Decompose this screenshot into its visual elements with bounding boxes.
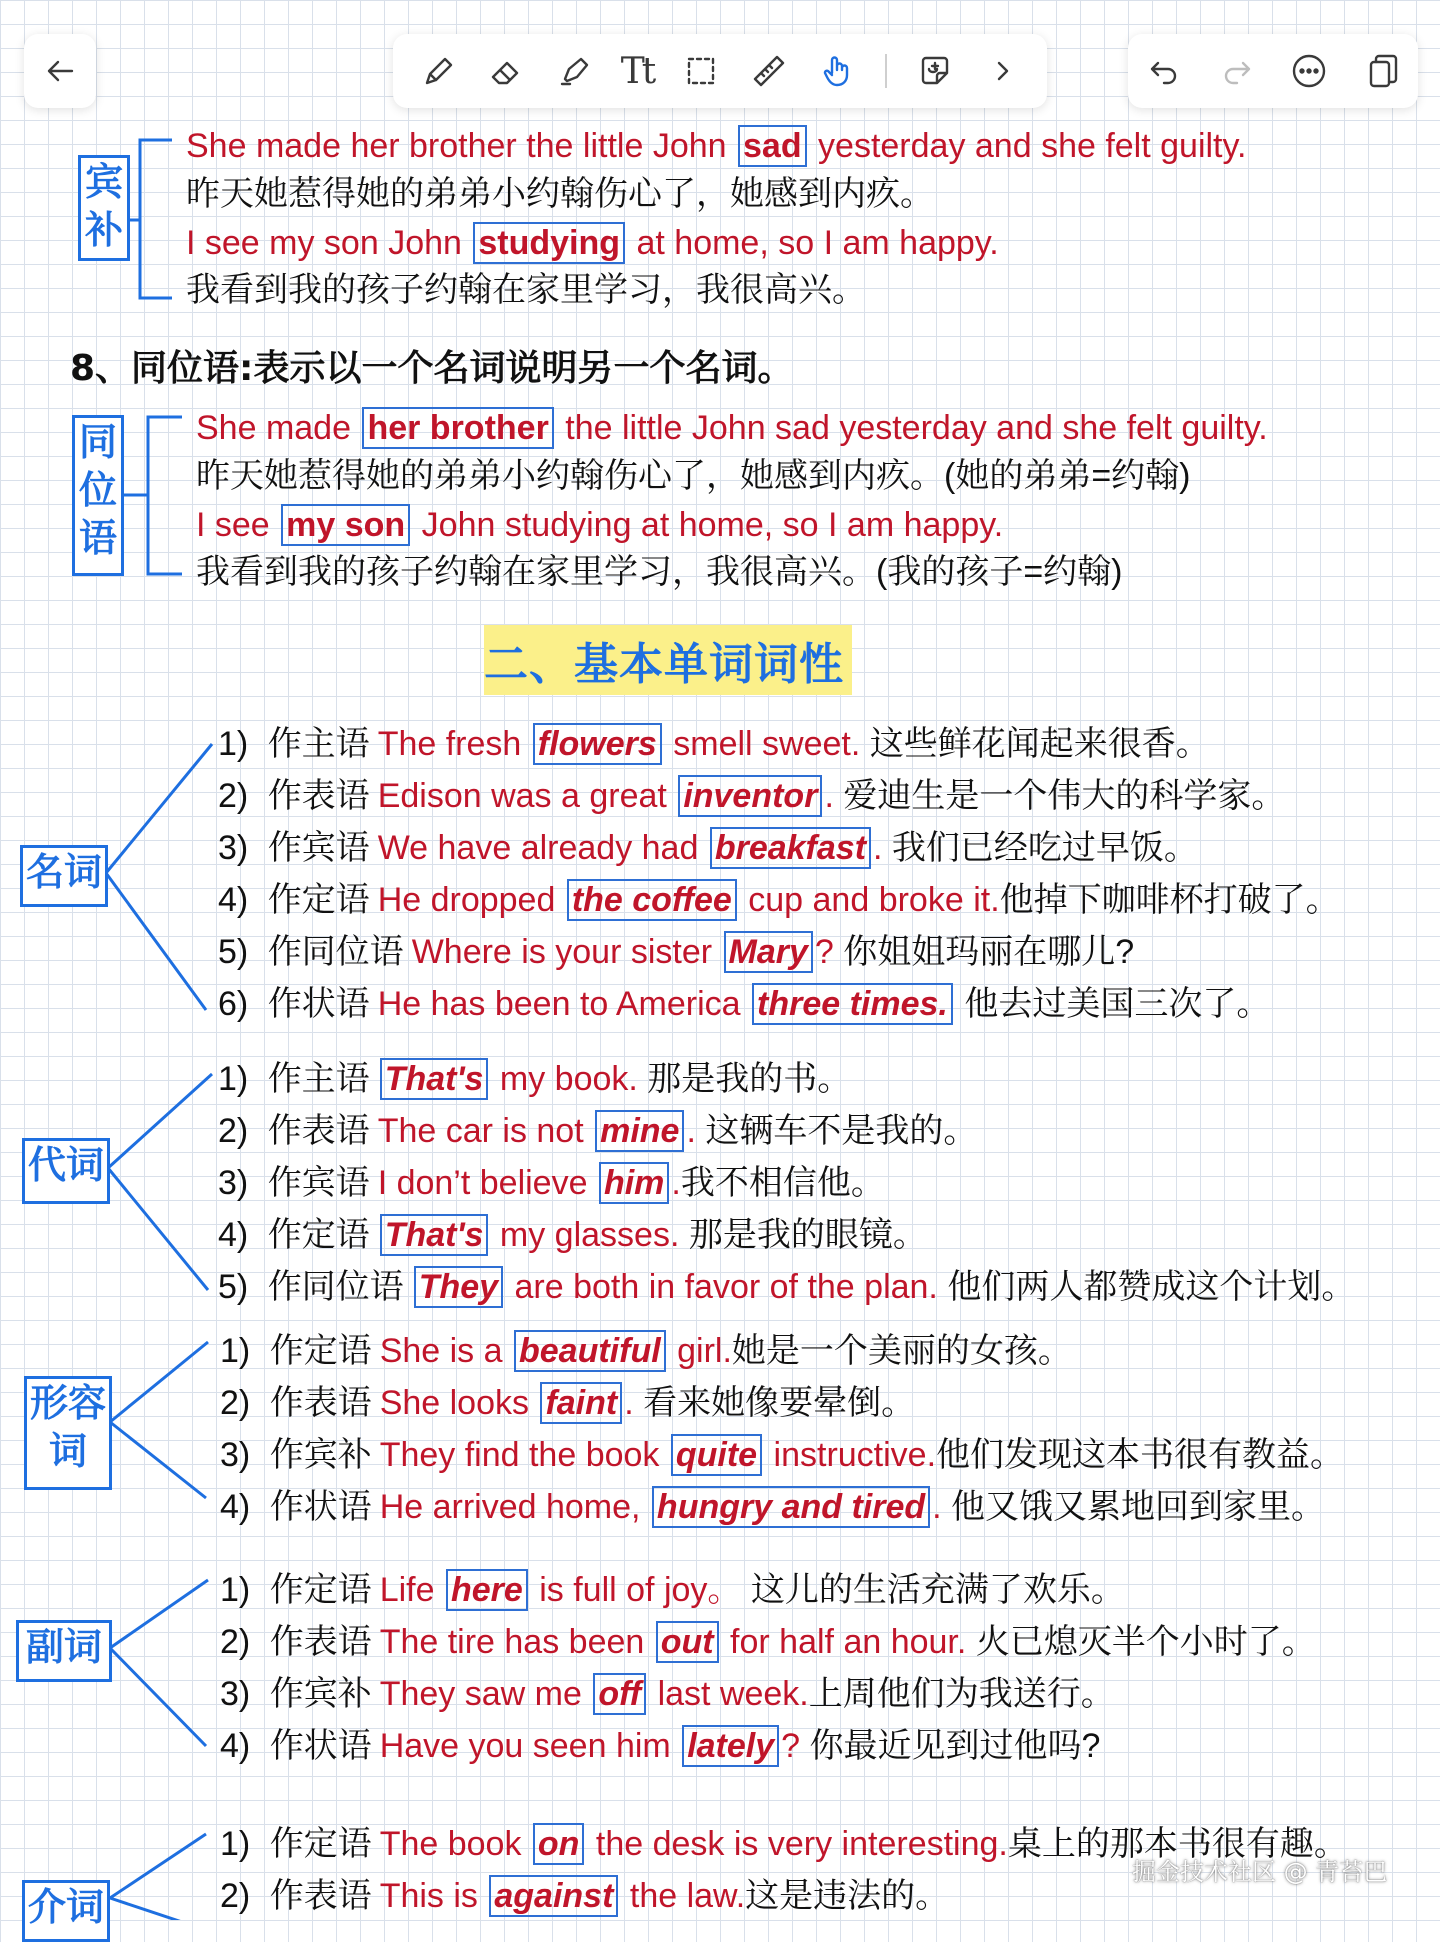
- example-text: He dropped: [377, 881, 565, 919]
- grammar-role: 作宾补: [269, 1436, 372, 1474]
- example-text: Have you seen him: [379, 1727, 681, 1765]
- label-text: 副词: [25, 1625, 102, 1669]
- pages-icon[interactable]: [1362, 51, 1402, 91]
- item-number: 1): [218, 1060, 249, 1098]
- boxed-word: three times.: [752, 983, 953, 1025]
- example-text: The car is not: [377, 1112, 594, 1150]
- example-text: .: [932, 1488, 942, 1526]
- word-usage-row: [218, 1057, 851, 1101]
- translation-line: 昨天她惹得她的弟弟小约翰伤心了，她感到内疚。(她的弟弟=约翰): [196, 457, 1191, 495]
- eraser-icon[interactable]: [485, 51, 525, 91]
- boxed-word: mine: [595, 1110, 684, 1152]
- translation-text: 他们发现这本书很有教益。: [936, 1436, 1345, 1474]
- grammar-role: 作定语: [267, 881, 370, 919]
- translation-text: 他去过美国三次了。: [954, 985, 1271, 1023]
- example-text: the desk is very interesting.: [586, 1825, 1008, 1863]
- example-line: [196, 406, 1268, 450]
- label-text: 介词: [27, 1885, 104, 1929]
- label-pronoun: [22, 1138, 110, 1204]
- boxed-word: They: [414, 1266, 503, 1308]
- grammar-role: 作表语: [267, 1112, 370, 1150]
- label-text: 名词: [25, 850, 102, 894]
- boxed-word: out: [656, 1621, 719, 1663]
- item-number: 3): [218, 1164, 249, 1202]
- highlighter-icon[interactable]: [553, 51, 593, 91]
- item-number: 1): [218, 725, 249, 763]
- item-number: 2): [218, 1112, 249, 1150]
- label-adverb: [16, 1620, 112, 1682]
- grammar-role: 作表语: [269, 1623, 372, 1661]
- example-text: She is a: [379, 1332, 512, 1370]
- item-number: 3): [220, 1675, 251, 1713]
- translation-text: 这儿的生活充满了欢乐。: [741, 1571, 1125, 1609]
- toolbar-divider: [885, 54, 887, 88]
- translation-text: 她是一个美丽的女孩。: [731, 1332, 1072, 1370]
- word-usage-row: [218, 982, 1270, 1026]
- example-text: .: [624, 1384, 634, 1422]
- example-text: last week.: [648, 1675, 809, 1713]
- grammar-role: 作宾语: [267, 829, 370, 867]
- item-number: 3): [220, 1436, 251, 1474]
- boxed-word: him: [599, 1162, 669, 1204]
- grammar-role: 作主语: [267, 725, 370, 763]
- grammar-role: 作宾补: [269, 1675, 372, 1713]
- example-text: my book.: [490, 1060, 638, 1098]
- word-usage-row: [218, 1161, 885, 1205]
- item-number: 1): [220, 1332, 251, 1370]
- boxed-word: beautiful: [514, 1330, 666, 1372]
- translation-text: 我们已经吃过早饭。: [882, 829, 1198, 867]
- word-usage-row: [220, 1672, 1115, 1716]
- label-text: 形容: [29, 1381, 106, 1425]
- translation-text: 这是违法的。: [745, 1877, 950, 1915]
- word-usage-row: [220, 1620, 1316, 1664]
- example-text: Life: [379, 1571, 444, 1609]
- undo-icon[interactable]: [1144, 51, 1184, 91]
- translation-line: 我看到我的孩子约翰在家里学习，我很高兴。: [186, 271, 866, 309]
- label-adjective: [24, 1376, 112, 1490]
- word-usage-row: [218, 878, 1340, 922]
- item-number: 5): [218, 933, 249, 971]
- word-usage-row: [220, 1485, 1325, 1529]
- grammar-role: 作表语: [267, 777, 370, 815]
- boxed-word: hungry and tired: [652, 1486, 930, 1528]
- item-number: 4): [218, 881, 249, 919]
- boxed-word: That's: [380, 1058, 489, 1100]
- watermark: 掘金技术社区 @ 青苔巴: [1132, 1858, 1388, 1886]
- label-object-complement: [78, 155, 130, 261]
- boxed-word: on: [533, 1823, 585, 1865]
- translation-text: 他掉下咖啡杯打破了。: [999, 881, 1340, 919]
- word-usage-row: [218, 1265, 1355, 1309]
- translation-line: 我看到我的孩子约翰在家里学习，我很高兴。(我的孩子=约翰): [196, 553, 1123, 591]
- boxed-word: breakfast: [710, 827, 871, 869]
- word-usage-row: [220, 1381, 915, 1425]
- example-text: are both in favor of the plan.: [505, 1268, 938, 1306]
- item-number: 4): [220, 1488, 251, 1526]
- example-text: .: [824, 777, 834, 815]
- word-usage-row: [218, 774, 1285, 818]
- translation-text: 那是我的书。: [637, 1060, 852, 1098]
- word-usage-row: [220, 1724, 1100, 1768]
- grammar-role: 作同位语: [267, 1268, 404, 1306]
- boxed-word: the coffee: [567, 879, 737, 921]
- translation-text: 爱迪生是一个伟大的科学家。: [833, 777, 1286, 815]
- translation-text: 桌上的那本书很有趣。: [1007, 1825, 1348, 1863]
- word-usage-row: [220, 1329, 1072, 1373]
- translation-text: 他们两人都赞成这个计划。: [937, 1268, 1356, 1306]
- label-char: 语: [78, 516, 117, 560]
- boxed-word: That's: [380, 1214, 489, 1256]
- example-text: is full of joy。: [529, 1571, 742, 1609]
- example-text: She made: [196, 409, 361, 447]
- section-title: 二、基本单词词性: [484, 639, 844, 690]
- example-text: Where is your sister: [411, 933, 722, 971]
- grammar-role: 作状语: [267, 985, 370, 1023]
- word-usage-row: [218, 826, 1198, 870]
- label-text: 词: [48, 1429, 87, 1473]
- example-text: He arrived home,: [379, 1488, 650, 1526]
- item-number: 4): [218, 1216, 249, 1254]
- text-tool-icon[interactable]: Tt: [620, 50, 654, 92]
- item-number: 4): [220, 1727, 251, 1765]
- word-usage-row: [218, 930, 1134, 974]
- back-toolbar: [24, 34, 96, 108]
- grammar-role: 作状语: [269, 1488, 372, 1526]
- example-line: [186, 221, 999, 265]
- item-number: 5): [218, 1268, 249, 1306]
- example-text: She looks: [379, 1384, 539, 1422]
- grammar-role: 作宾语: [267, 1164, 370, 1202]
- sticker-icon[interactable]: [915, 51, 955, 91]
- label-noun: [20, 845, 108, 907]
- boxed-word: flowers: [533, 723, 662, 765]
- item-number: 2): [220, 1384, 251, 1422]
- translation-text: 这辆车不是我的。: [695, 1112, 978, 1150]
- item-number: 3): [218, 829, 249, 867]
- item-number: 2): [220, 1623, 251, 1661]
- label-char: 同: [78, 420, 117, 464]
- example-text: I don’t believe: [377, 1164, 597, 1202]
- example-text: The fresh: [377, 725, 531, 763]
- boxed-word: her brother: [362, 407, 553, 449]
- boxed-word: sad: [738, 125, 807, 167]
- boxed-word: my son: [281, 504, 410, 546]
- example-text: The book: [379, 1825, 531, 1863]
- example-text: cup and broke it.: [738, 881, 1000, 919]
- boxed-word: Mary: [724, 931, 813, 973]
- boxed-word: here: [446, 1569, 528, 1611]
- word-usage-row: [220, 1874, 949, 1918]
- boxed-word: lately: [682, 1725, 779, 1767]
- example-line: [186, 124, 1246, 168]
- example-text: girl.: [667, 1332, 732, 1370]
- translation-text: 这些鲜花闻起来很香。: [860, 725, 1210, 763]
- example-text: smell sweet.: [663, 725, 861, 763]
- label-char: 宾: [84, 160, 123, 204]
- example-text: the little John sad yesterday and she felt guilty.: [555, 409, 1268, 447]
- drawing-toolbar: [393, 34, 1047, 108]
- pen-icon[interactable]: [417, 51, 457, 91]
- grammar-role: 作表语: [269, 1877, 372, 1915]
- translation-text: 看来她像要晕倒。: [633, 1384, 916, 1422]
- word-usage-row: [218, 1109, 977, 1153]
- word-usage-row: [220, 1568, 1125, 1612]
- item-number: 1): [220, 1825, 251, 1863]
- more-icon[interactable]: [1289, 51, 1329, 91]
- label-char: 补: [84, 208, 123, 252]
- example-text: at home, so I am happy.: [627, 224, 999, 262]
- history-toolbar: [1128, 34, 1418, 108]
- example-text: ?: [814, 933, 834, 971]
- grammar-role: 作主语: [267, 1060, 370, 1098]
- boxed-word: inventor: [678, 775, 822, 817]
- section-heading-appositive: 8、同位语:表示以一个名词说明另一个名词。: [70, 348, 794, 389]
- redo-icon[interactable]: [1217, 51, 1257, 91]
- grammar-role: 作定语: [269, 1825, 372, 1863]
- grammar-role: 作状语: [269, 1727, 372, 1765]
- translation-text: 上周他们为我送行。: [808, 1675, 1115, 1713]
- grammar-role: 作定语: [269, 1571, 372, 1609]
- example-text: .: [686, 1112, 696, 1150]
- example-text: yesterday and she felt guilty.: [808, 127, 1247, 165]
- label-appositive: [72, 415, 124, 576]
- example-text: I see my son John: [186, 224, 472, 262]
- translation-text: 那是我的眼镜。: [679, 1216, 927, 1254]
- example-text: She made her brother the little John: [186, 127, 736, 165]
- example-text: They find the book: [379, 1436, 669, 1474]
- item-number: 2): [218, 777, 249, 815]
- example-text: my glasses.: [490, 1216, 680, 1254]
- ruler-icon[interactable]: [749, 51, 789, 91]
- word-usage-row: [220, 1433, 1344, 1477]
- label-char: 位: [78, 468, 117, 512]
- example-text: instructive.: [764, 1436, 937, 1474]
- lasso-select-icon[interactable]: [681, 51, 721, 91]
- translation-text: 他又饿又累地回到家里。: [941, 1488, 1326, 1526]
- example-text: They saw me: [379, 1675, 592, 1713]
- translation-text: 你最近见到过他吗?: [800, 1727, 1101, 1765]
- translation-line: 昨天她惹得她的弟弟小约翰伤心了，她感到内疚。: [186, 175, 934, 213]
- word-usage-row: [218, 722, 1210, 766]
- example-text: .: [873, 829, 883, 867]
- boxed-word: quite: [671, 1434, 762, 1476]
- example-text: The tire has been: [379, 1623, 654, 1661]
- example-text: We have already had: [377, 829, 708, 867]
- boxed-word: studying: [473, 222, 625, 264]
- grammar-role: 作同位语: [267, 933, 404, 971]
- label-preposition: [22, 1880, 110, 1942]
- hand-touch-icon[interactable]: [817, 51, 857, 91]
- example-text: He has been to America: [377, 985, 751, 1023]
- example-text: John studying at home, so I am happy.: [412, 506, 1004, 544]
- translation-text: 我不相信他。: [680, 1164, 885, 1202]
- boxed-word: against: [489, 1875, 618, 1917]
- item-number: 6): [218, 985, 249, 1023]
- chevron-right-icon[interactable]: [983, 51, 1023, 91]
- example-text: I see: [196, 506, 280, 544]
- boxed-word: off: [593, 1673, 646, 1715]
- item-number: 1): [220, 1571, 251, 1609]
- example-line: [196, 503, 1003, 547]
- translation-text: 火已熄灭半个小时了。: [966, 1623, 1316, 1661]
- grammar-role: 作定语: [267, 1216, 370, 1254]
- example-text: the law.: [620, 1877, 746, 1915]
- translation-text: 你姐姐玛丽在哪儿?: [833, 933, 1135, 971]
- example-text: .: [671, 1164, 681, 1202]
- label-text: 代词: [27, 1143, 104, 1187]
- grammar-role: 作定语: [269, 1332, 372, 1370]
- item-number: 2): [220, 1877, 251, 1915]
- example-text: for half an hour.: [720, 1623, 967, 1661]
- example-text: This is: [379, 1877, 488, 1915]
- example-text: Edison was a great: [377, 777, 677, 815]
- boxed-word: faint: [540, 1382, 622, 1424]
- word-usage-row: [218, 1213, 927, 1257]
- back-arrow-icon[interactable]: [40, 51, 80, 91]
- grammar-role: 作表语: [269, 1384, 372, 1422]
- example-text: ?: [781, 1727, 801, 1765]
